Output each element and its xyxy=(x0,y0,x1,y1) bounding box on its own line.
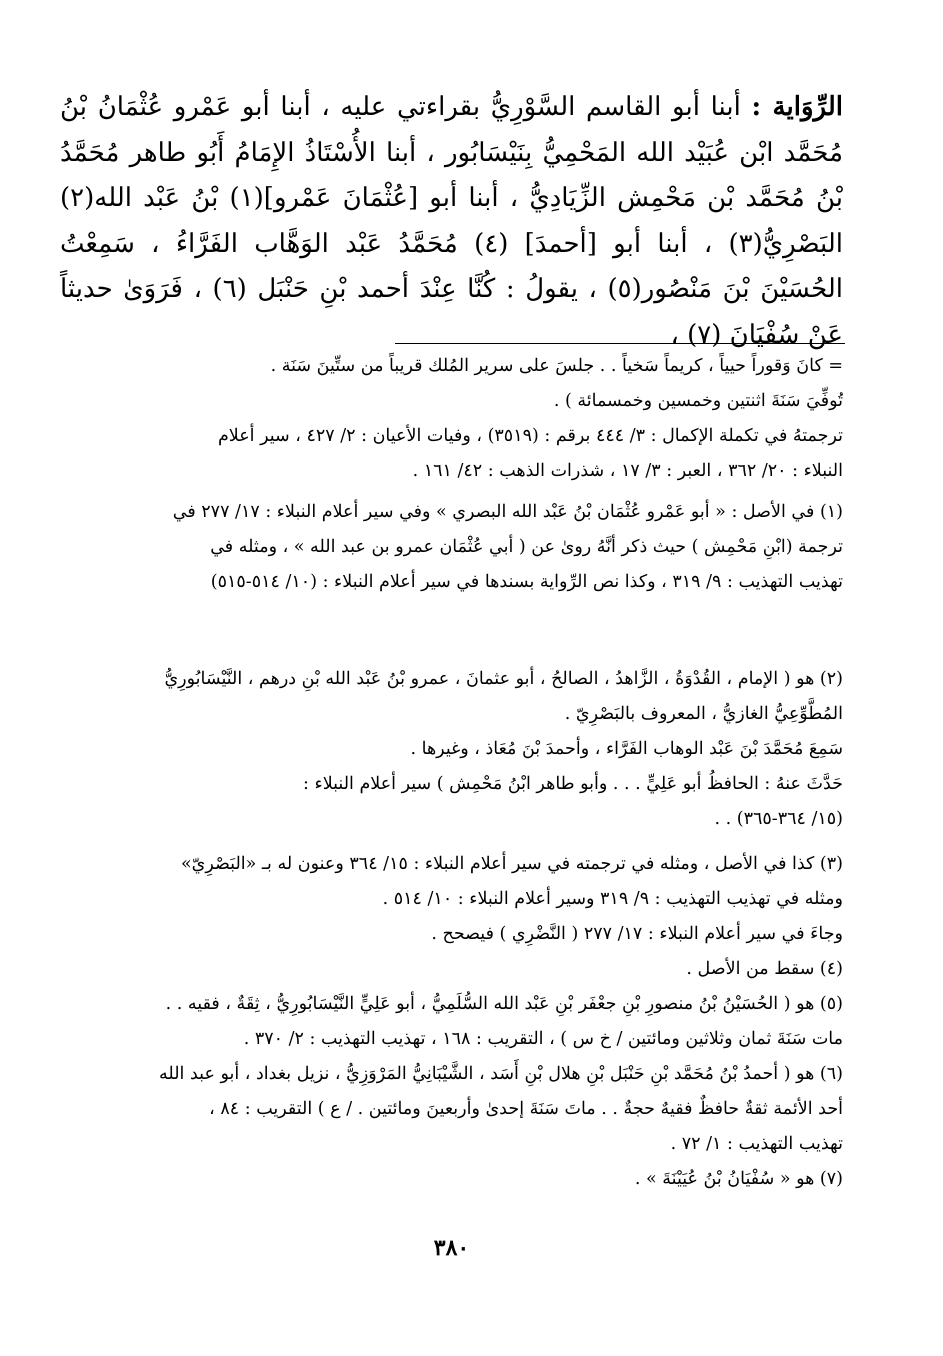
narration-body: أبنا أبو القاسم السَّوْرِيُّ بقراءتي عليه ، أبنا أبو عَمْرو عُثْمَانُ بْنُ مُحَمَّد ابْن عُبَيْد الله المَحْمِيُّ بِنَيْسَابُور ، أبنا الأُسْتَاذُ الإِمَامُ أَبُو طاهر مُحَمَّدُ بْنُ مُحَمَّد بْن مَحْمِش الزِّيَادِيُّ ، أبنا أبو [عُثْمَانَ عَمْرو](١) بْنُ عَبْد الله(٢) البَصْرِيُّ(٣) ، أبنا أبو [أحمدَ] (٤) مُحَمَّدُ عَبْد الوَهَّاب الفَرَّاءُ ، سَمِعْتُ الحُسَيْنَ بْنَ مَنْصُور(٥) ، يقولُ : كُنَّا عِنْدَ أحمد بْنِ حَنْبَل (٦) ، فَرَوَىٰ حديثاً عَنْ سُفْيَانَ (٧) ، xyxy=(60,92,844,350)
footnote-line: (١) في الأصل : « أبو عَمْرو عُثْمَان بْنُ عَبْد الله البصري » وفي سير أعلام النبلاء : ١٧/ ٢٧٧ في xyxy=(172,502,843,522)
footnote-line: (٥) هو ( الحُسَيْنُ بْنُ منصورِ بْنِ جعْفَر بْنِ عَبْد الله السُّلَمِيُّ ، أبو عَلِيٍّ النَّيْسَابُورِيُّ ، ثِقَةٌ ، فقيه . . xyxy=(165,994,843,1014)
footnote-line: النبلاء : ٢٠/ ٣٦٢ ، العبر : ٣/ ١٧ ، شذرات الذهب : ٤٢/ ١٦١ . xyxy=(412,461,843,481)
footnote-line: مات سَنَةَ ثمان وثلاثين ومائتين / خ س ) ، التقريب : ١٦٨ ، تهذيب التهذيب : ٢/ ٣٧٠ . xyxy=(243,1029,843,1049)
footnote-2 xyxy=(60,662,843,837)
footnote-1 xyxy=(60,495,843,600)
page xyxy=(60,85,843,1316)
footnote-6 xyxy=(60,1057,843,1162)
footnotes xyxy=(60,349,843,1197)
narration-label: الرِّوَاية : xyxy=(751,92,843,122)
footnote-line: سَمِعَ مُحَمَّدَ بْنَ عَبْد الوهاب الفَرَّاء ، وأحمدَ بْنَ مُعَاذ ، وغيرها . xyxy=(410,739,843,759)
footnote-line: تهذيب التهذيب : ١/ ٧٢ . xyxy=(670,1134,843,1154)
footnote-continuation xyxy=(60,349,843,489)
footnote-5 xyxy=(60,987,843,1057)
footnote-line: ترجمتهُ في تكملة الإكمال : ٣/ ٤٤٤ برقم : (٣٥١٩) ، وفيات الأعيان : ٢/ ٤٢٧ ، سير أعلام xyxy=(217,426,843,446)
footnote-7 xyxy=(60,1162,843,1197)
footnote-separator xyxy=(395,343,845,344)
footnote-line: وجاءَ في سير أعلام النبلاء : ١٧/ ٢٧٧ ( النَّضْرِي ) فيصحح . xyxy=(431,924,843,944)
footnote-4 xyxy=(60,952,843,987)
footnote-line: حَدَّثَ عنهُ : الحافظُ أبو عَلِيٍّ . . . وأبو طاهر ابْنُ مَحْمِش ) سير أعلام النبلاء : xyxy=(303,774,843,794)
footnote-line: = كانَ وَقوراً حيياً ، كريماً سَخياً . . جلسَ على سرير المُلك قريباً من ستِّينَ سَنَة . xyxy=(270,356,843,376)
footnote-line: (٢) هو ( الإمام ، القُدْوَةُ ، الزَّاهدُ ، الصالحُ ، أبو عثمانَ ، عمرو بْنُ عَبْد الله بْنِ درهم ، النَّيْسَابُورِيُّ xyxy=(164,669,843,689)
page-number: ٣٨٠ xyxy=(433,1235,470,1261)
footnote-line: (٤) سقط من الأصل . xyxy=(686,959,843,979)
footnote-line: ترجمة (ابْنِ مَحْمِش ) حيث ذكر أنَّهُ روىٰ عن ( أبي عُثْمَان عمرو بن عبد الله » ، ومثله في xyxy=(210,537,843,557)
footnote-line: تهذيب التهذيب : ٩/ ٣١٩ ، وكذا نص الرِّواية بسندها في سير أعلام النبلاء : (١٠/ ٥١٤-٥١٥) xyxy=(210,572,843,592)
footnote-line: (٣) كذا في الأصل ، ومثله في ترجمته في سير أعلام النبلاء : ١٥/ ٣٦٤ وعنون له بـ «البَصْرِيّ» xyxy=(180,854,843,874)
footnote-line: المُطَّوِّعِيُّ الغازيُّ ، المعروف بالبَصْرِيّ . xyxy=(564,704,843,724)
footnote-line: (١٥/ ٣٦٤-٣٦٥) . . xyxy=(714,809,843,829)
footnote-line: (٧) هو « سُفْيَانُ بْنُ عُيَيْنَةَ » . xyxy=(634,1169,843,1189)
footnote-3 xyxy=(60,847,843,952)
main-narration xyxy=(60,85,843,359)
footnote-line: ومثله في تهذيب التهذيب : ٩/ ٣١٩ وسير أعلام النبلاء : ١٠/ ٥١٤ . xyxy=(382,889,843,909)
footnote-line: (٦) هو ( أحمدُ بْنُ مُحَمَّد بْنِ حَنْبَل بْنِ هلال بْنِ أَسَد ، الشَّيْبَانِيُّ المَرْوَزِيُّ ، نزيل بغداد ، أبو عبد الله xyxy=(159,1064,843,1084)
footnote-line: تُوفِّيَ سَنَةَ اثنتين وخمسين وخمسمائة ) . xyxy=(553,391,843,411)
footnote-line: أحد الأئمة ثقةٌ حافظٌ فقيهٌ حجةٌ . . ماتَ سَنَةَ إحدىٰ وأربعينَ ومائتين . / ع ) التقريب : ٨٤ ، xyxy=(209,1099,843,1119)
